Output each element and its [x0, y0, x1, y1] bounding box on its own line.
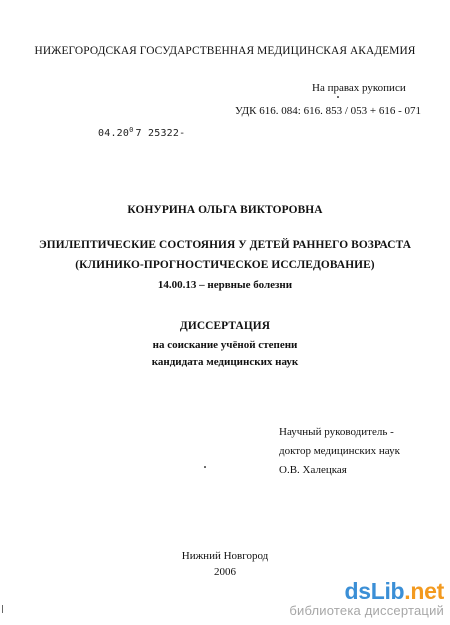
institution-name: НИЖЕГОРОДСКАЯ ГОСУДАРСТВЕННАЯ МЕДИЦИНСКАЯ АКАДЕМИЯ [34, 45, 416, 57]
stamp-dash: - [179, 128, 186, 139]
scan-speck [337, 96, 339, 98]
watermark-logo: dsLib.net [344, 578, 444, 604]
work-type: ДИССЕРТАЦИЯ [179, 320, 271, 332]
author-name: КОНУРИНА ОЛЬГА ВИКТОРОВНА [127, 204, 323, 216]
udk-code: УДК 616. 084: 616. 853 / 053 + 616 - 071 [235, 105, 421, 117]
title-line-2: (КЛИНИКО-ПРОГНОСТИЧЕСКОЕ ИССЛЕДОВАНИЕ) [75, 259, 375, 271]
degree-purpose-line-1: на соискание учёной степени [152, 339, 298, 351]
stamp-superscript: 0 [129, 126, 134, 134]
specialty-code: 14.00.13 – нервные болезни [157, 279, 293, 291]
supervisor-degree: доктор медицинских наук [279, 445, 400, 457]
title-line-1: ЭПИЛЕПТИЧЕСКИЕ СОСТОЯНИЯ У ДЕТЕЙ РАННЕГО ВОЗРАСТА [38, 239, 412, 251]
scan-edge-mark [2, 605, 7, 613]
degree-purpose-line-2: кандидата медицинских наук [151, 356, 299, 368]
scan-speck [204, 466, 206, 468]
year: 2006 [214, 566, 236, 578]
city: Нижний Новгород [181, 550, 269, 562]
manuscript-rights-note: На правах рукописи [312, 82, 406, 94]
stamp-number: 25322 [148, 128, 180, 139]
dslib-watermark [289, 580, 444, 617]
stamp-middle: 7 [135, 128, 142, 139]
supervisor-name: О.В. Халецкая [279, 464, 347, 476]
watermark-tagline: библиотека диссертаций [289, 603, 444, 618]
supervisor-role: Научный руководитель - [279, 426, 394, 438]
stamp-prefix: 04.20 [98, 128, 130, 139]
library-stamp [98, 128, 185, 139]
